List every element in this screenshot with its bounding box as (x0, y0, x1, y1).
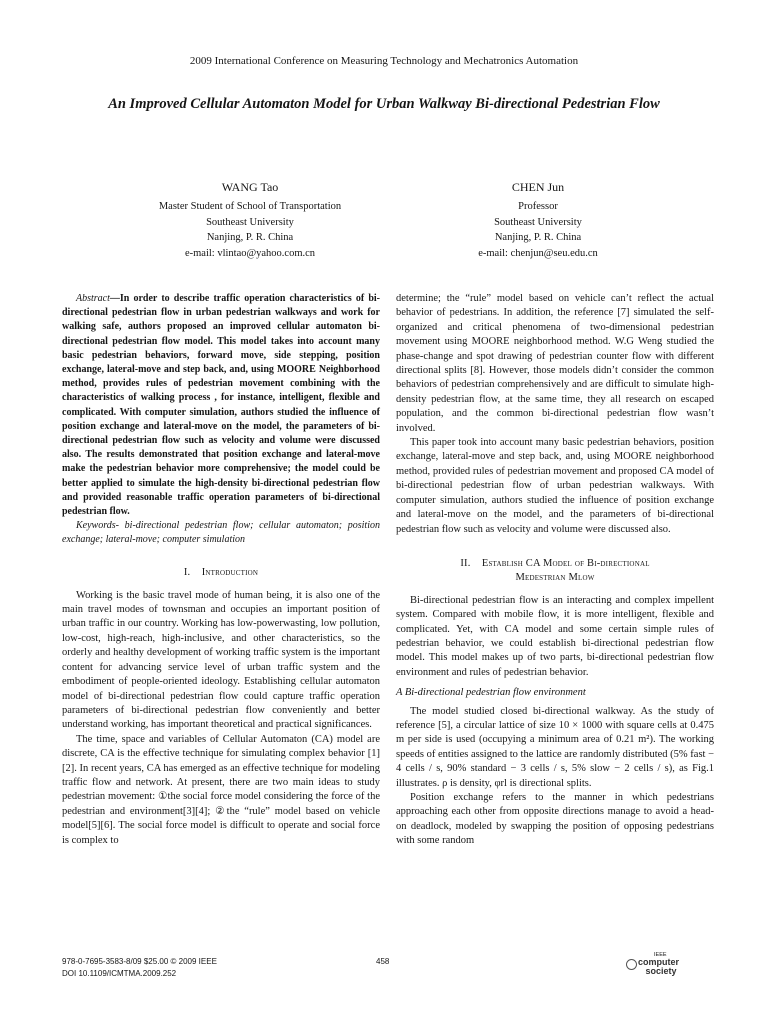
footer-copyright (62, 956, 217, 980)
keywords: Keywords- bi-directional pedestrian flow; cellular automaton; position exchange; lateral-move; computer simulation (62, 520, 380, 545)
intro-paragraph-2: The time, space and variables of Cellular Automaton (CA) model are discrete, CA is the effective technique for simulating complex behavior [1][2]. In recent years, CA has emerged as an effective technique for modeling traffic flow and network. At present, there are two main ideas to study pedestrian movement: ①the social force model considering the force of the pedestrian and environment[3][4]; ②the “rule” model based on vehicle model[5][6]. The social force model is difficult to operate and social force is complex to (62, 733, 380, 846)
author-title: Professor (518, 200, 558, 212)
abstract-label: Abstract (76, 293, 110, 304)
paper-title: An Improved Cellular Automaton Model for Urban Walkway Bi-directional Pedestrian Flow (108, 96, 660, 112)
abstract (62, 292, 380, 519)
author-name: CHEN Jun (511, 180, 565, 194)
subsection-heading-a: A Bi-directional pedestrian flow environment (396, 687, 586, 699)
logo-ieee-text: IEEE (654, 952, 667, 958)
abstract-text: —In order to describe traffic operation characteristics of bi-directional pedestrian flow in urban pedestrian walkways and work for walking safe, authors proposed an improved cellular automaton bi-directional pedestrian flow model. This model takes into account many basic pedestrian behaviors, forward move, side stepping, position exchange, lateral-move and step back, and, using MOORE Neighborhood method, provides rules of pedestrian movement combining with the characteristics of walking process , for instance, intelligent, flexible and complicated. With computer simulation, authors studied the influence of position exchange and lateral-move on the model, the parameters of bi-directional pedestrian flow such as velocity and volume were discussed also. The results demonstrated that position exchange and lateral-move make the pedestrian behavior more comprehensive; the model could be better applied to simulate the high-density bi-directional pedestrian flow and provided reasonable traffic operation parameters of bi-directional pedestrian flow. (62, 293, 380, 518)
right-column (396, 292, 714, 849)
globe-icon (626, 959, 637, 970)
author-location: Nanjing, P. R. China (206, 232, 294, 244)
section-heading-model (396, 557, 714, 586)
logo-text: computer society (638, 957, 680, 976)
author-name: WANG Tao (221, 180, 279, 194)
computer-society-logo (626, 952, 696, 978)
section-title: Introduction (201, 567, 259, 579)
footer-doi[interactable]: DOI 10.1109/ICMTMA.2009.252 (62, 969, 177, 978)
author-block-1 (105, 180, 395, 262)
model-paragraph-1: Bi-directional pedestrian flow is an interacting and complex impellent system. Compared with mobile flow, it is more intelligent, flexible and complicated. Yet, with CA model and some certain simple rules of pedestrian behavior, we could establish bi-directional pedestrian flow model. This model makes up of two parts, bi-directional pedestrian flow environment and rules of pedestrian behavior. (396, 594, 714, 678)
related-work-paragraph: determine; the “rule” model based on vehicle can’t reflect the actual behavior of pedestrians. In addition, the reference [7] simulated the self-organized and critical phenomena of two-dimensional pedestrian movement using MOORE neighborhood method. W.G Weng studied the phase-change and spot drawing of pedestrian counter flow with different directional splits [8]. However, those models didn’t consider the common behaviors of pedestrian comprehensively and are difficult to simulate high-density pedestrian flow, at the same time, they all research on escaped population, and the common bi-directional pedestrian flow wasn’t involved. (396, 293, 714, 434)
author-block-2 (393, 180, 683, 262)
section-number: I. (183, 567, 191, 579)
page-number: 458 (376, 957, 390, 966)
author-location: Nanjing, P. R. China (494, 232, 582, 244)
contribution-paragraph: This paper took into account many basic pedestrian behaviors, position exchange, lateral-move and step back, and, using MOORE neighborhood method, provided rules of pedestrian movement and proposed CA model of bi-directional pedestrian flow of urban pedestrian walkways. With computer simulation, authors studied the influence of position exchange and lateral-move on the model, and the parameters of bi-directional pedestrian flow such as velocity and volume were discussed also. (396, 437, 714, 535)
section-heading-introduction (62, 566, 380, 580)
author-email[interactable]: e-mail: chenjun@seu.edu.cn (478, 248, 598, 260)
footer-isbn: 978-0-7695-3583-8/09 $25.00 © 2009 IEEE (62, 957, 217, 966)
author-affiliation: Master Student of School of Transportation (158, 200, 342, 212)
author-university: Southeast University (206, 216, 294, 228)
section-title-line-1: Establish CA Model of Bi-directional (481, 557, 650, 569)
intro-paragraph-1: Working is the basic travel mode of human being, it is also one of the main travel modes of townsman and occupies an important position of urban traffic in our country. Working has low-powerwasting, low pollution, low-cost, high-reach, high-inclusive, and other characteristics, so the orderly and healthy development of working traffic system is the important content for advancing service level of urban traffic system and the embodiment of people-oriented ideology. Establishing cellular automaton model of bi-directional pedestrian flow could capture traffic operation parameters of bi-directional pedestrian flow conveniently and better understand working, has important theoretical and practical significances. (62, 589, 380, 731)
conference-name: 2009 International Conference on Measuring Technology and Mechatronics Automation (189, 55, 579, 67)
model-paragraph-3: Position exchange refers to the manner in which pedestrians approaching each other from opposite directions manage to avoid a head-on deadlock, modeled by swapping the position of opposing pedestrians with some random (396, 792, 714, 847)
section-title-line-2: Medestrian Mlow (515, 572, 595, 584)
author-university: Southeast University (494, 216, 582, 228)
left-column (62, 292, 380, 848)
author-email[interactable]: e-mail: vlintao@yahoo.com.cn (184, 248, 316, 260)
model-paragraph-2: The model studied closed bi-directional walkway. As the study of reference [5], a circular lattice of size 10 × 1000 with square cells at 0.475 m per side is used (occupying a minimum area of 0.21 m²). The working speeds of entities assigned to the lattice are randomly distributed (5% fast − 4 cells / s, 90% standard − 3 cells / s, 5% slow − 2 cells / s), as Fig.1 illustrates. ρ is density, φrl is directional splits. (396, 705, 714, 789)
section-number: II. (460, 557, 471, 569)
